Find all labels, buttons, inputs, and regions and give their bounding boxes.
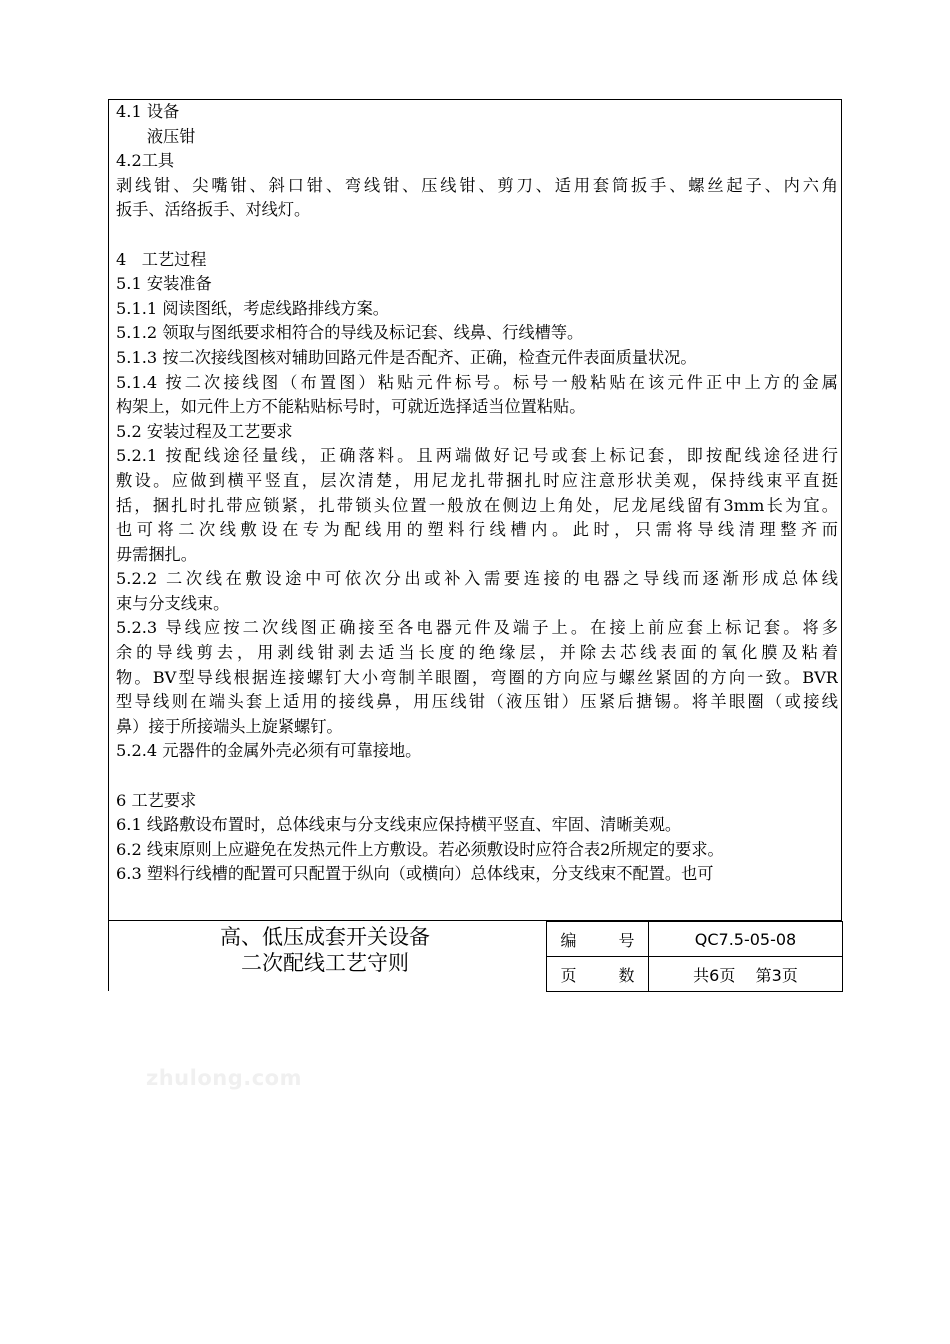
document-body [116, 100, 838, 887]
text-line: 5.2.4 元器件的金属外壳必须有可靠接地。 [116, 741, 422, 761]
text-line: 物。BV型导线根据连接螺钉大小弯制羊眼圈，弯圈的方向应与螺丝紧固的方向一致。BVR [116, 667, 838, 687]
blank-line [116, 764, 838, 789]
text-line: 5.2.3 导线应按二次线图正确接至各电器元件及端子上。在接上前应套上标记套。将多 [116, 618, 838, 638]
text-line: 构架上，如元件上方不能粘贴标号时，可就近选择适当位置粘贴。 [116, 397, 586, 417]
blank-line [116, 223, 838, 248]
text-line: 鼻）接于所接端头上旋紧螺钉。 [116, 716, 343, 736]
text-line: 括，捆扎时扎带应锁紧，扎带锁头位置一般放在侧边上角处，尼龙尾线留有3mm长为宜。 [116, 495, 838, 515]
page-label-cell [547, 957, 649, 992]
code-label-cell [547, 922, 649, 957]
footer-title-line1: 高、低压成套开关设备 [220, 925, 430, 949]
text-line: 5.1 安装准备 [116, 274, 212, 294]
text-line: 5.2 安装过程及工艺要求 [116, 421, 293, 441]
text-line: 扳手、活络扳手、对线灯。 [116, 200, 311, 220]
text-line: 5.1.3 按二次接线图核对辅助回路元件是否配齐、正确，检查元件表面质量状况。 [116, 347, 697, 367]
footer-info-table [546, 921, 843, 992]
text-line: 剥线钳、尖嘴钳、斜口钳、弯线钳、压线钳、剪刀、适用套筒扳手、螺丝起子、内六角 [116, 175, 838, 195]
footer-title-line2: 二次配线工艺守则 [241, 951, 409, 975]
text-line: 毋需捆扎。 [116, 544, 197, 564]
text-line: 型导线则在端头套上适用的接线鼻，用压线钳（液压钳）压紧后搪锡。将羊眼圈（或接线 [116, 692, 838, 712]
text-line: 敷设。应做到横平竖直，层次清楚，用尼龙扎带捆扎时应注意形状美观，保持线束平直挺 [116, 470, 838, 490]
text-line: 6.3 塑料行线槽的配置可只配置于纵向（或横向）总体线束，分支线束不配置。也可 [116, 864, 714, 884]
text-line: 5.2.1 按配线途径量线，正确落料。且两端做好记号或套上标记套，即按配线途径进行 [116, 446, 838, 466]
text-line: 4 工艺过程 [116, 249, 207, 269]
text-line: 束与分支线束。 [116, 593, 230, 613]
text-line: 4.1 设备 [116, 102, 180, 121]
text-line: 5.1.1 阅读图纸，考虑线路排线方案。 [116, 298, 389, 318]
footer-left-border [108, 921, 109, 991]
watermark-text: zhulong.com [146, 1066, 302, 1090]
page-label: 页数 [560, 965, 635, 985]
footer-title [150, 924, 500, 976]
text-line: 6.1 线路敷设布置时，总体线束与分支线束应保持横平竖直、牢固、清晰美观。 [116, 815, 682, 835]
text-line: 5.1.4 按二次接线图（布置图）粘贴元件标号。标号一般粘贴在该元件正中上方的金属 [116, 372, 838, 392]
text-line: 也可将二次线敷设在专为配线用的塑料行线槽内。此时，只需将导线清理整齐而 [116, 520, 838, 540]
text-line: 6 工艺要求 [116, 790, 197, 810]
text-line: 6.2 线束原则上应避免在发热元件上方敷设。若必须敷设时应符合表2所规定的要求。 [116, 839, 724, 859]
code-label: 编号 [560, 930, 635, 950]
text-line: 液压钳 [116, 126, 196, 146]
text-line: 余的导线剪去，用剥线钳剥去适当长度的绝缘层，并除去芯线表面的氧化膜及粘着 [116, 643, 838, 663]
code-value: QC7.5-05-08 [649, 922, 843, 957]
text-line: 5.2.2 二次线在敷设途中可依次分出或补入需要连接的电器之导线而逐渐形成总体线 [116, 569, 838, 589]
page-value: 共6页 第3页 [649, 957, 843, 992]
footer-page-row [547, 957, 843, 992]
footer-code-row [547, 922, 843, 957]
text-line: 4.2工具 [116, 151, 175, 171]
text-line: 5.1.2 领取与图纸要求相符合的导线及标记套、线鼻、行线槽等。 [116, 323, 584, 343]
